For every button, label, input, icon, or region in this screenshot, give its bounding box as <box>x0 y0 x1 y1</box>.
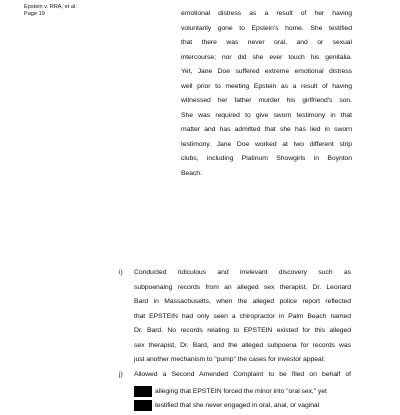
text-line: Yet, Jane Doe suffered extreme emotional distress <box>181 68 352 75</box>
text-line-with-redaction <box>134 400 351 415</box>
text-line: emotional distress as a result of her having <box>181 10 352 17</box>
text-line: just another mechanism to "pump" the cases for investor appeal; <box>134 356 325 363</box>
text-line: clubs, including Platinum Showgirls in Boynton <box>181 155 352 162</box>
text-line-with-redaction <box>134 386 351 401</box>
text-line: Beach. <box>181 169 202 177</box>
list-marker-j: j) <box>119 371 123 378</box>
text-line: matter and has admitted that she has lied in sworn <box>181 126 352 133</box>
text-line: well prior to meeting Epstein as a result of having <box>181 82 352 90</box>
text-line: that there was never oral, and or sexual <box>181 39 352 46</box>
text-line: testimony. Jane Doe worked at two different strip <box>181 140 352 148</box>
case-caption: Epstein v. RRA, et al. <box>24 4 77 10</box>
text-line: sex therapist, Dr. Bard, and the alleged subpoena for records was <box>134 341 351 349</box>
text-line: intercourse; nor did she ever touch his genitalia. <box>181 53 352 61</box>
page-header <box>24 4 77 18</box>
text-line: Bard in Massachusetts, when the alleged police report reflected <box>134 298 351 305</box>
text-line: that EPSTEIN had only seen a chiropractor in Palm Beach named <box>134 312 351 320</box>
list-marker-i: i) <box>119 269 123 276</box>
text-line: subpoenaing records from an alleged sex therapist, Dr. Leonard <box>134 283 351 291</box>
text-line: Allowed a Second Amended Complaint to be filed on behalf of <box>134 371 351 378</box>
list-item-i <box>134 269 351 371</box>
text-fragment: testified that she never engaged in oral, anal, or vaginal <box>155 402 320 409</box>
redaction-box <box>134 386 152 397</box>
text-line: Dr. Bard. No records relating to EPSTEIN existed for this alleged <box>134 327 351 334</box>
text-line: Conducted ridiculous and irrelevant discovery such as <box>134 269 351 276</box>
redaction-box <box>134 400 152 411</box>
paragraph-continued <box>181 10 352 184</box>
text-line: She was required to give sworn testimony in that <box>181 111 352 119</box>
text-line: voluntarily gone to Epstein's home. She testified <box>181 24 352 32</box>
list-item-j <box>134 371 351 415</box>
text-fragment: alleging that EPSTEIN forced the minor into "oral sex," yet <box>155 387 327 395</box>
page-number: Page 19 <box>24 11 45 17</box>
text-line: witnessed her father murder his girlfriend's son. <box>181 97 352 104</box>
